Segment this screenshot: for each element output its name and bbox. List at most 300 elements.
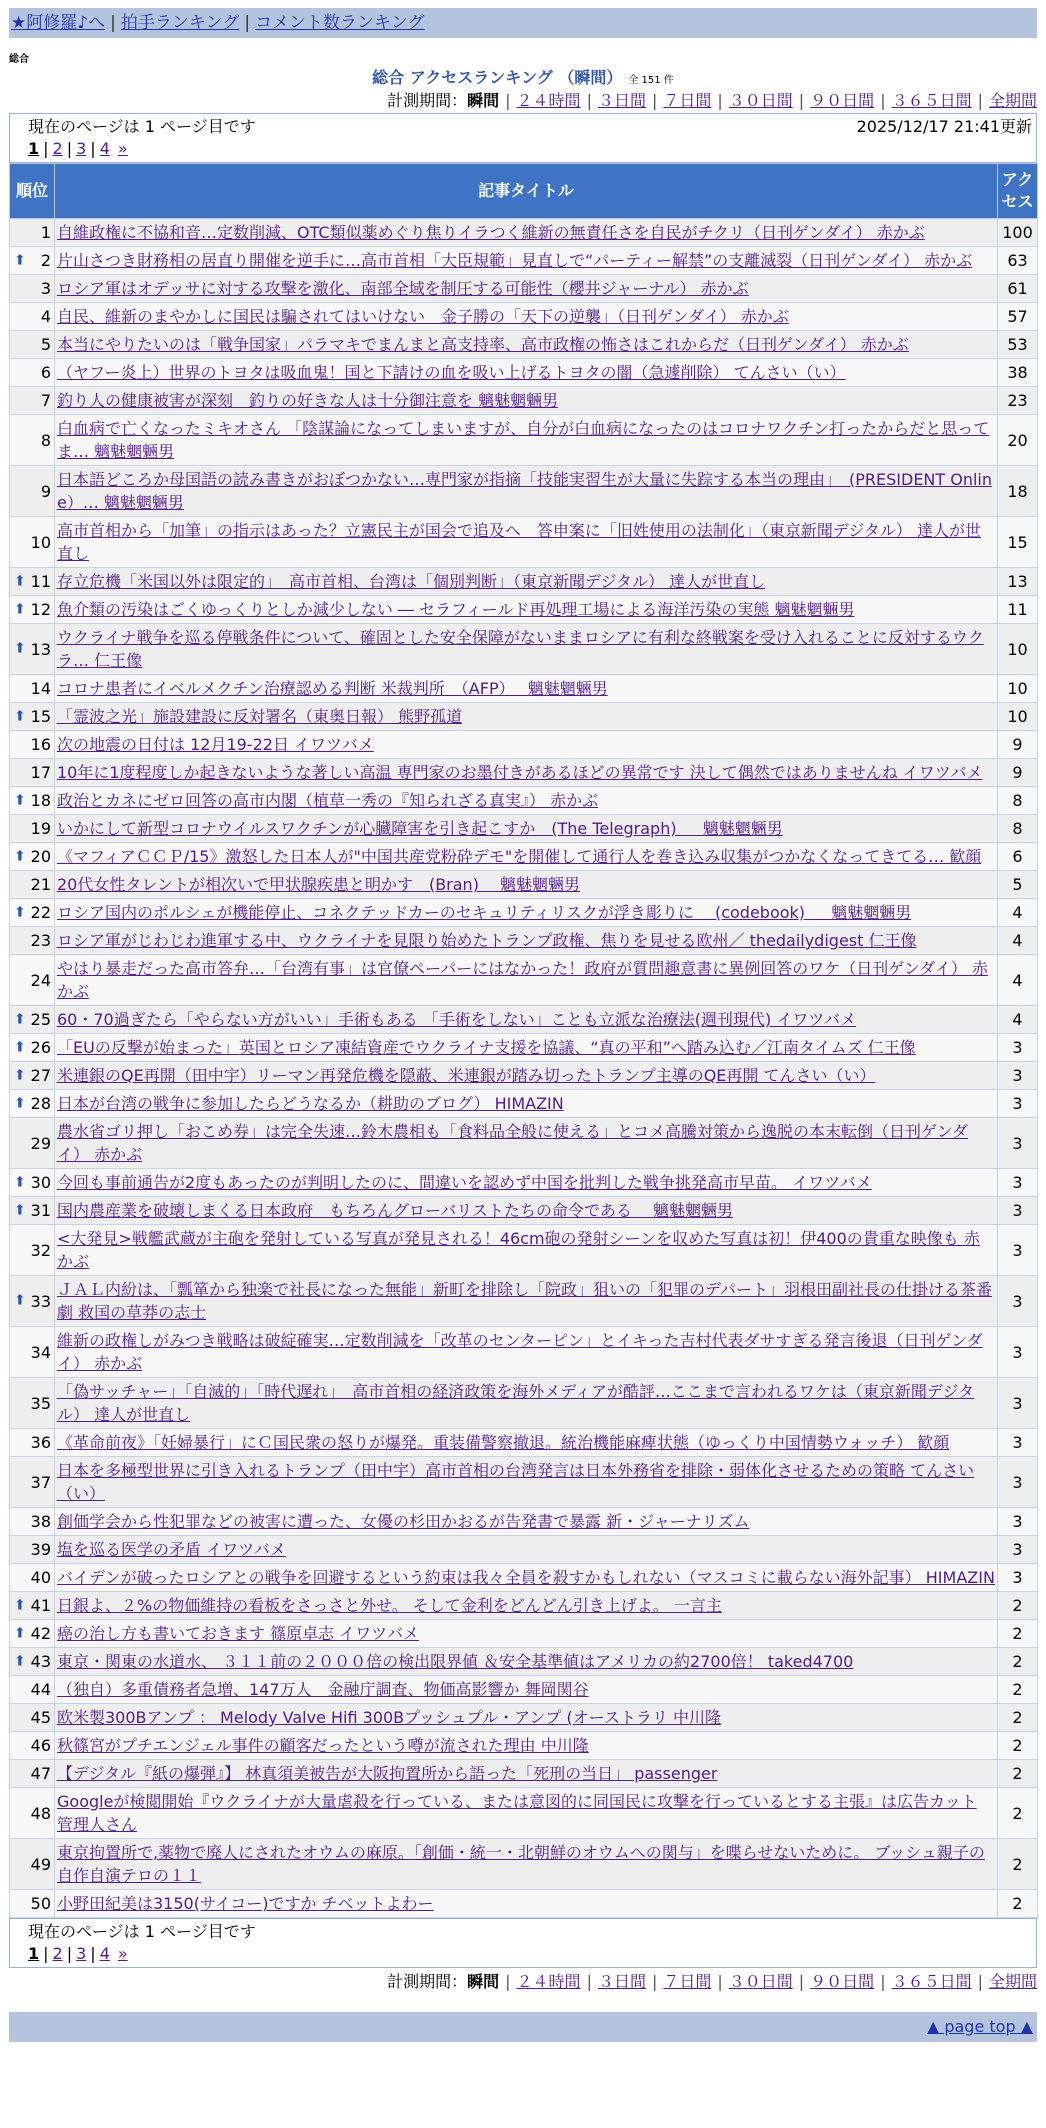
title-cell [55, 1090, 998, 1118]
title-cell [55, 1378, 998, 1429]
rank-cell [10, 303, 55, 331]
title-cell [55, 624, 998, 675]
rank-up-arrow-icon: ⬆ [14, 708, 26, 724]
article-title-link[interactable]: 釣り人の健康被害が深刻 釣りの好きな人は十分御注意を 魑魅魍魎男 [57, 391, 559, 410]
table-row [10, 331, 1038, 359]
article-title-link[interactable]: ＪＡＬ内紛は、「瓢箪から独楽で社長になった無能」新町を排除し「院政」狙いの「犯罪のデパート」羽根田副社長の仕掛ける茶番劇 救国の草莽の志士 [57, 1280, 993, 1322]
rank-number: 5 [40, 335, 51, 354]
article-title-link[interactable]: 日本を多極型世界に引き入れるトランプ（田中宇）高市首相の台湾発言は日本外務省を排除・弱体化させるための策略 てんさい（い） [57, 1461, 975, 1503]
title-cell [55, 1704, 998, 1732]
title-cell [55, 1676, 998, 1704]
article-title-link[interactable]: <大発見>戦艦武蔵が主砲を発射している写真が発見される！46cm砲の発射シーンを収めた写真は初！伊400の貴重な映像も 赤かぶ [57, 1229, 980, 1271]
pager-box [9, 113, 1037, 163]
rank-number: 43 [30, 1652, 51, 1671]
rank-number: 37 [30, 1472, 51, 1492]
access-count: 10 [998, 624, 1038, 675]
article-title-link[interactable]: 高市首相から「加筆」の指示はあった？立憲民主が国会で追及へ 答申案に「旧姓使用の法制化」（東京新聞デジタル） 達人が世直し [57, 521, 981, 563]
access-count: 4 [998, 927, 1038, 955]
table-row [10, 1676, 1038, 1704]
rank-up-arrow-icon: ⬆ [14, 792, 26, 808]
table-row [10, 1620, 1038, 1648]
rank-cell [10, 787, 55, 815]
rank-number: 26 [30, 1038, 51, 1057]
article-title-link[interactable]: ロシア軍はオデッサに対する攻撃を激化、南部全域を制圧する可能性（櫻井ジャーナル） 赤かぶ [57, 279, 749, 298]
table-row [10, 387, 1038, 415]
article-title-link[interactable]: （独自）多重債務者急増、147万人 金融庁調査、物価高影響か 舞岡関谷 [57, 1680, 589, 1699]
access-count: 3 [998, 1118, 1038, 1169]
period-link[interactable]: ３６５日間 [891, 91, 972, 110]
article-title-link[interactable]: 創価学会から性犯罪などの被害に遭った、女優の杉田かおるが告発書で暴露 新・ジャーナリズム [57, 1512, 750, 1531]
period-link[interactable]: ３０日間 [728, 1972, 793, 1991]
article-title-link[interactable]: 片山さつき財務相の居直り開催を逆手に…高市首相「大臣規範」見直しで“パーティー解禁”の支離滅裂（日刊ゲンダイ） 赤かぶ [57, 251, 973, 270]
access-count: 5 [998, 871, 1038, 899]
access-count: 15 [998, 517, 1038, 568]
table-row [10, 787, 1038, 815]
access-count: 8 [998, 815, 1038, 843]
title-cell [55, 1536, 998, 1564]
rank-cell [10, 1704, 55, 1732]
title-cell [55, 219, 998, 247]
table-row [10, 675, 1038, 703]
rank-cell [10, 387, 55, 415]
article-title-link[interactable]: 維新の政権しがみつき戦略は破綻確実…定数削減を「改革のセンターピン」とイキった吉村代表ダサすぎる発言後退（日刊ゲンダイ） 赤かぶ [57, 1331, 983, 1373]
rank-number: 41 [30, 1596, 51, 1615]
table-row [10, 247, 1038, 275]
rank-cell [10, 1676, 55, 1704]
period-selector [9, 89, 1037, 113]
period-separator: | [651, 91, 658, 110]
pagination [28, 1943, 1032, 1965]
article-title-link[interactable]: 秋篠宮がプチエンジェル事件の顧客だったという噂が流された理由 中川隆 [57, 1736, 589, 1755]
access-count: 63 [998, 247, 1038, 275]
rank-cell [10, 359, 55, 387]
article-title-link[interactable]: コロナ患者にイベルメクチン治療認める判断 米裁判所 （AFP） 魑魅魍魎男 [57, 679, 608, 698]
rank-cell [10, 731, 55, 759]
period-separator: | [880, 1972, 886, 1991]
rank-cell [10, 219, 55, 247]
pager-box-bottom [9, 1918, 1037, 1968]
title-cell [55, 1006, 998, 1034]
period-label: 計測期間： [387, 91, 468, 110]
rank-cell [10, 1197, 55, 1225]
rank-cell [10, 955, 55, 1006]
page-top-link[interactable]: ▲ page top ▲ [926, 2017, 1033, 2036]
title-cell [55, 1564, 998, 1592]
table-row [10, 1788, 1038, 1839]
article-title-link[interactable]: やはり暴走だった高市答弁…「台湾有事」は官僚ペーパーにはなかった！政府が質問趣意書に異例回答のワケ（日刊ゲンダイ） 赤かぶ [57, 959, 989, 1001]
rank-number: 47 [30, 1764, 51, 1783]
rank-column-header: 順位 [10, 164, 55, 219]
title-cell [55, 1197, 998, 1225]
rank-cell [10, 466, 55, 517]
access-count: 20 [998, 415, 1038, 466]
access-count: 23 [998, 387, 1038, 415]
period-link[interactable]: ３日間 [597, 91, 646, 110]
access-count: 4 [998, 955, 1038, 1006]
access-count: 3 [998, 1062, 1038, 1090]
title-column-header: 記事タイトル [55, 164, 998, 219]
table-row [10, 1169, 1038, 1197]
table-row [10, 1225, 1038, 1276]
title-cell [55, 359, 998, 387]
home-link[interactable]: ★阿修羅♪へ [11, 13, 106, 33]
rank-number: 31 [30, 1201, 51, 1220]
title-cell [55, 899, 998, 927]
rank-cell [10, 1788, 55, 1839]
page-status [28, 1921, 1032, 1943]
rank-up-arrow-icon: ⬆ [14, 1174, 26, 1190]
rank-up-arrow-icon: ⬆ [14, 1653, 26, 1669]
top-navigation [9, 8, 1037, 38]
rank-number: 42 [30, 1624, 51, 1643]
page-separator: | [66, 1944, 73, 1963]
article-title-link[interactable]: いかにして新型コロナウイルスワクチンが心臓障害を引き起こすか (The Telegraph) 魑魅魍魎男 [57, 819, 783, 838]
rank-cell [10, 1592, 55, 1620]
article-title-link[interactable]: 国内農産業を破壊しまくる日本政府 もちろんグローバリストたちの命令である 魑魅魍魎男 [57, 1201, 733, 1220]
article-title-link[interactable]: 農水省ゴリ押し「おこめ券」は完全失速…鈴木農相も「食料品全般に使える」とコメ高騰対策から逸脱の本末転倒（日刊ゲンダイ） 赤かぶ [57, 1122, 969, 1164]
rank-cell [10, 517, 55, 568]
article-title-link[interactable]: 自民、維新のまやかしに国民は騙されてはいけない 金子勝の「天下の逆襲」（日刊ゲンダイ） 赤かぶ [57, 307, 789, 326]
rank-up-arrow-icon: ⬆ [14, 1625, 26, 1641]
next-page-link[interactable]: » [117, 1944, 128, 1963]
ranking-table [9, 163, 1038, 1918]
page-link[interactable]: 2 [52, 1944, 63, 1963]
title-cell [55, 387, 998, 415]
rank-number: 34 [30, 1342, 51, 1362]
article-title-link[interactable]: 本当にやりたいのは「戦争国家」パラマキでまんまと高支持率、高市政権の怖さはこれからだ（日刊ゲンダイ） 赤かぶ [57, 335, 909, 354]
title-cell [55, 1788, 998, 1839]
table-row [10, 1704, 1038, 1732]
page-link[interactable]: 3 [76, 1944, 87, 1963]
period-separator: | [977, 1972, 983, 1991]
rank-cell [10, 1327, 55, 1378]
period-link[interactable]: ３日間 [597, 1972, 646, 1991]
title-cell [55, 1592, 998, 1620]
article-title-link[interactable]: 《革命前夜》「妊婦暴行」にＣ国民衆の怒りが爆発。重装備警察撤退。統治機能麻痺状態（ゆっくり中国情勢ウォッチ） 歓顔 [57, 1433, 950, 1452]
title-cell [55, 1620, 998, 1648]
page-current: 1 [28, 1944, 40, 1963]
access-count: 38 [998, 359, 1038, 387]
rank-number: 40 [30, 1568, 51, 1587]
title-cell [55, 596, 998, 624]
period-current: 瞬間 [467, 1972, 500, 1991]
table-row [10, 517, 1038, 568]
title-cell [55, 1839, 998, 1890]
page-separator: | [90, 139, 96, 158]
article-title-link[interactable]: 日本が台湾の戦争に参加したらどうなるか（耕助のブログ） HIMAZIN [57, 1094, 564, 1113]
rank-number: 16 [30, 735, 51, 754]
article-title-link[interactable]: 米連銀のQE再開（田中宇）リーマン再発危機を隠蔽、米連銀が踏み切ったトランプ主導のQE再開 てんさい（い） [57, 1066, 876, 1085]
title-cell [55, 466, 998, 517]
period-link[interactable]: ２４時間 [516, 1972, 581, 1991]
access-count: 10 [998, 675, 1038, 703]
access-column-header: アクセス [998, 164, 1038, 219]
next-page-link[interactable]: » [117, 139, 128, 158]
rank-cell [10, 1090, 55, 1118]
period-link[interactable]: ９０日間 [810, 1972, 875, 1991]
rank-number: 9 [40, 481, 51, 501]
title-cell [55, 517, 998, 568]
table-row [10, 1564, 1038, 1592]
period-link[interactable]: ９０日間 [810, 91, 875, 110]
rank-cell [10, 1169, 55, 1197]
article-title-link[interactable]: 次の地震の日付は 12月19-22日 イワツバメ [57, 735, 374, 754]
access-count: 3 [998, 1508, 1038, 1536]
rank-cell [10, 759, 55, 787]
rank-number: 12 [30, 600, 51, 619]
rank-number: 45 [30, 1708, 51, 1727]
table-row [10, 624, 1038, 675]
table-row [10, 899, 1038, 927]
comment-ranking-link[interactable]: コメント数ランキング [255, 13, 425, 33]
rank-number: 38 [30, 1512, 51, 1531]
period-link[interactable]: ７日間 [663, 1972, 712, 1991]
article-title-link[interactable]: Googleが検閲開始『ウクライナが大量虐殺を行っている、または意図的に同国民に攻撃を行っているとする主張』は広告カット 管理人さん [57, 1792, 977, 1834]
table-row [10, 466, 1038, 517]
page-link[interactable]: 4 [99, 139, 110, 158]
title-cell [55, 1648, 998, 1676]
title-cell [55, 787, 998, 815]
table-row [10, 1118, 1038, 1169]
article-title-link[interactable]: 「霊波之光」施設建設に反対署名（東奥日報） 熊野孤道 [57, 707, 463, 726]
article-title-link[interactable]: 「偽サッチャー」「自滅的」「時代遅れ」 高市首相の経済政策を海外メディアが酷評…ここまで言われるワケは（東京新聞デジタル） 達人が世直し [57, 1382, 974, 1424]
rank-cell [10, 1378, 55, 1429]
article-title-link[interactable]: ウクライナ戦争を巡る停戦条件について、確固とした安全保障がないままロシアに有利な終戦案を受け入れることに反対するウクラ… 仁王像 [57, 628, 984, 670]
table-row [10, 1890, 1038, 1918]
rank-cell [10, 815, 55, 843]
table-row [10, 1457, 1038, 1508]
access-count: 3 [998, 1169, 1038, 1197]
page-title [9, 67, 1037, 89]
clap-ranking-link[interactable]: 拍手ランキング [120, 13, 240, 33]
access-count: 2 [998, 1788, 1038, 1839]
page-link[interactable]: 2 [52, 139, 63, 158]
period-link[interactable]: ３６５日間 [891, 1972, 972, 1991]
access-count: 3 [998, 1378, 1038, 1429]
access-count: 2 [998, 1890, 1038, 1918]
access-count: 6 [998, 843, 1038, 871]
page-link[interactable]: 4 [99, 1944, 110, 1963]
rank-number: 10 [30, 532, 51, 552]
article-title-link[interactable]: 政治とカネにゼロ回答の高市内閣（植草一秀の『知られざる真実』） 赤かぶ [57, 791, 599, 810]
period-link[interactable]: 全期間 [988, 91, 1037, 110]
rank-number: 14 [30, 679, 51, 698]
article-title-link[interactable]: 「EUの反撃が始まった」英国とロシア凍結資産でウクライナ支援を協議、“真の平和”へ踏み込む／江南タイムズ 仁王像 [57, 1038, 916, 1057]
rank-up-arrow-icon: ⬆ [14, 573, 26, 589]
period-link[interactable]: 全期間 [988, 1972, 1037, 1991]
rank-number: 1 [40, 223, 51, 242]
rank-number: 36 [30, 1433, 51, 1452]
table-row [10, 1062, 1038, 1090]
article-title-link[interactable]: ロシア軍がじわじわ進軍する中、ウクライナを見限り始めたトランプ政権、焦りを見せる欧州／ thedailydigest 仁王像 [57, 931, 917, 950]
rank-cell [10, 675, 55, 703]
rank-number: 11 [30, 572, 51, 591]
access-count: 9 [998, 759, 1038, 787]
rank-number: 15 [30, 707, 51, 726]
title-cell [55, 1760, 998, 1788]
article-title-link[interactable]: 日本語どころか母国語の読み書きがおぼつかない…専門家が指摘「技能実習生が大量に失踪する本当の理由」 (PRESIDENT Online）… 魑魅魍魎男 [57, 470, 993, 512]
rank-number: 25 [30, 1010, 51, 1029]
article-title-link[interactable]: 東京拘置所で,薬物で廃人にされたオウムの麻原。「創価・統一・北朝鮮のオウムへの関与」を喋らせないために。 ブッシュ親子の自作自演テロの１１ [57, 1843, 985, 1885]
article-title-link[interactable]: 存立危機「米国以外は限定的」 高市首相、台湾は「個別判断」（東京新聞デジタル） 達人が世直し [57, 572, 766, 591]
rank-number: 48 [30, 1803, 51, 1823]
table-row [10, 1536, 1038, 1564]
rank-cell [10, 331, 55, 359]
period-separator: | [880, 91, 886, 110]
rank-number: 19 [30, 819, 51, 838]
rank-cell [10, 568, 55, 596]
page-separator: | [66, 139, 73, 158]
title-cell [55, 303, 998, 331]
rank-number: 46 [30, 1736, 51, 1755]
article-title-link[interactable]: バイデンが破ったロシアとの戦争を回避するという約束は我々全員を殺すかもしれない（マスコミに載らない海外記事） HIMAZIN [57, 1568, 995, 1587]
page-status-text: 現在のページは 1 ページ目です [28, 1922, 256, 1941]
table-row [10, 359, 1038, 387]
access-count: 3 [998, 1564, 1038, 1592]
title-cell [55, 1457, 998, 1508]
period-separator: | [651, 1972, 658, 1991]
rank-number: 30 [30, 1173, 51, 1192]
article-title-link[interactable]: 魚介類の汚染はごくゆっくりとしか減少しない ― セラフィールド再処理工場による海洋汚染の実態 魑魅魍魎男 [57, 600, 855, 619]
rank-cell [10, 247, 55, 275]
article-title-link[interactable]: （ヤフー炎上）世界のトヨタは吸血鬼！国と下請けの血を吸い上げるトヨタの闇（急遽削除） てんさい（い） [57, 363, 846, 382]
period-separator: | [798, 91, 805, 110]
rank-number: 2 [40, 251, 51, 270]
rank-number: 17 [30, 763, 51, 782]
rank-up-arrow-icon: ⬆ [14, 904, 26, 920]
period-separator: | [586, 91, 592, 110]
rank-number: 21 [30, 875, 51, 894]
table-row [10, 1508, 1038, 1536]
access-count: 2 [998, 1620, 1038, 1648]
rank-cell [10, 1429, 55, 1457]
article-title-link[interactable]: 60・70過ぎたら「やらない方がいい」手術もある 「手術をしない」ことも立派な治療法(週刊現代) イワツバメ [57, 1010, 857, 1029]
article-title-link[interactable]: 自維政権に不協和音…定数削減、OTC類似薬めぐり焦りイラつく維新の無責任さを自民がチクリ（日刊ゲンダイ） 赤かぶ [57, 223, 925, 242]
table-row [10, 1429, 1038, 1457]
access-count: 3 [998, 1276, 1038, 1327]
rank-up-arrow-icon: ⬆ [14, 1202, 26, 1218]
article-title-link[interactable]: 今回も事前通告が2度もあったのが判明したのに、間違いを認めず中国を批判した戦争挑発高市早苗。 イワツバメ [57, 1173, 872, 1192]
table-row [10, 1760, 1038, 1788]
rank-cell [10, 1620, 55, 1648]
rank-up-arrow-icon: ⬆ [14, 848, 26, 864]
period-separator: | [798, 1972, 805, 1991]
article-title-link[interactable]: 10年に1度程度しか起きないような著しい高温 専門家のお墨付きがあるほどの異常です 決して偶然ではありませんね イワツバメ [57, 763, 983, 782]
page-current: 1 [28, 139, 40, 158]
rank-cell [10, 1062, 55, 1090]
title-cell [55, 1327, 998, 1378]
rank-number: 20 [30, 847, 51, 866]
access-count: 11 [998, 596, 1038, 624]
rank-cell [10, 1457, 55, 1508]
title-cell [55, 415, 998, 466]
table-row [10, 1034, 1038, 1062]
table-row [10, 927, 1038, 955]
rank-cell [10, 1034, 55, 1062]
rank-cell [10, 1276, 55, 1327]
title-cell [55, 759, 998, 787]
period-separator: | [977, 91, 983, 110]
title-cell [55, 927, 998, 955]
table-row [10, 415, 1038, 466]
item-count: 全 151 件 [628, 75, 674, 86]
rank-up-arrow-icon: ⬆ [14, 1292, 26, 1309]
article-title-link[interactable]: 東京・関東の水道水、 ３１１前の２０００倍の検出限界値 ＆安全基準値はアメリカの約2700倍！ taked4700 [57, 1652, 854, 1671]
article-title-link[interactable]: 日銀よ、２%の物価維持の看板をさっさと外せ。 そして金利をどんどん引き上げよ。 一言主 [57, 1596, 722, 1615]
rank-cell [10, 624, 55, 675]
rank-cell [10, 1760, 55, 1788]
access-count: 2 [998, 1839, 1038, 1890]
rank-cell [10, 1508, 55, 1536]
period-link[interactable]: ３０日間 [728, 91, 793, 110]
title-cell [55, 731, 998, 759]
page-link[interactable]: 3 [76, 139, 87, 158]
article-title-link[interactable]: 《マフィアＣＣＰ/15》激怒した日本人が"中国共産党粉砕デモ"を開催して通行人を巻き込み収集がつかなくなってきてる… 歓顔 [57, 847, 982, 866]
rank-up-arrow-icon: ⬆ [14, 1067, 26, 1083]
period-separator: | [505, 1972, 511, 1991]
rank-up-arrow-icon: ⬆ [14, 601, 26, 617]
access-count: 2 [998, 1704, 1038, 1732]
title-cell [55, 1118, 998, 1169]
rank-cell [10, 1890, 55, 1918]
rank-cell [10, 1732, 55, 1760]
rank-number: 50 [30, 1894, 51, 1913]
title-cell [55, 1225, 998, 1276]
table-row [10, 1592, 1038, 1620]
article-title-link[interactable]: ロシア国内のポルシェが機能停止、コネクテッドカーのセキュリティリスクが浮き彫りに (codebook) 魑魅魍魎男 [57, 903, 912, 922]
title-cell [55, 1062, 998, 1090]
table-row [10, 703, 1038, 731]
article-title-link[interactable]: 20代女性タレントが相次いで甲状腺疾患と明かす (Bran) 魑魅魍魎男 [57, 875, 581, 894]
access-count: 2 [998, 1676, 1038, 1704]
rank-number: 3 [40, 279, 51, 298]
access-count: 100 [998, 219, 1038, 247]
rank-up-arrow-icon: ⬆ [14, 1039, 26, 1055]
rank-up-arrow-icon: ⬆ [14, 1597, 26, 1613]
rank-cell [10, 1564, 55, 1592]
period-link[interactable]: ２４時間 [516, 91, 581, 110]
rank-cell [10, 275, 55, 303]
article-title-link[interactable]: 白血病で亡くなったミキオさん 「陰謀論になってしまいますが、自分が白血病になったのはコロナワクチン打ったからだと思ってま… 魑魅魍魎男 [57, 419, 990, 461]
access-count: 4 [998, 1006, 1038, 1034]
title-cell [55, 1034, 998, 1062]
article-title-link[interactable]: 癌の治し方も書いておきます 篠原卓志 イワツバメ [57, 1624, 419, 1643]
rank-cell [10, 1536, 55, 1564]
article-title-link[interactable]: 小野田紀美は3150(サイコー)ですか チベットよわー [57, 1894, 434, 1913]
article-title-link[interactable]: 【デジタル『紙の爆弾』】 林真須美被告が大阪拘置所から語った「死刑の当日」 passenger [57, 1764, 718, 1783]
title-cell [55, 331, 998, 359]
access-count: 53 [998, 331, 1038, 359]
article-title-link[interactable]: 欧米製300Bアンプ ： Melody Valve Hifi 300Bプッシュプル・アンプ (オーストラリ 中川隆 [57, 1708, 722, 1727]
access-count: 18 [998, 466, 1038, 517]
title-cell [55, 275, 998, 303]
table-row [10, 1378, 1038, 1429]
access-count: 57 [998, 303, 1038, 331]
article-title-link[interactable]: 塩を巡る医学の矛盾 イワツバメ [57, 1540, 286, 1559]
access-count: 3 [998, 1327, 1038, 1378]
page-separator: | [43, 1944, 49, 1963]
rank-up-arrow-icon: ⬆ [14, 1011, 26, 1027]
table-row [10, 1197, 1038, 1225]
table-row [10, 1276, 1038, 1327]
period-selector-bottom [9, 1970, 1037, 1994]
period-separator: | [586, 1972, 592, 1991]
table-row [10, 815, 1038, 843]
table-row [10, 568, 1038, 596]
title-cell [55, 675, 998, 703]
rank-up-arrow-icon: ⬆ [14, 1095, 26, 1111]
period-link[interactable]: ７日間 [663, 91, 712, 110]
